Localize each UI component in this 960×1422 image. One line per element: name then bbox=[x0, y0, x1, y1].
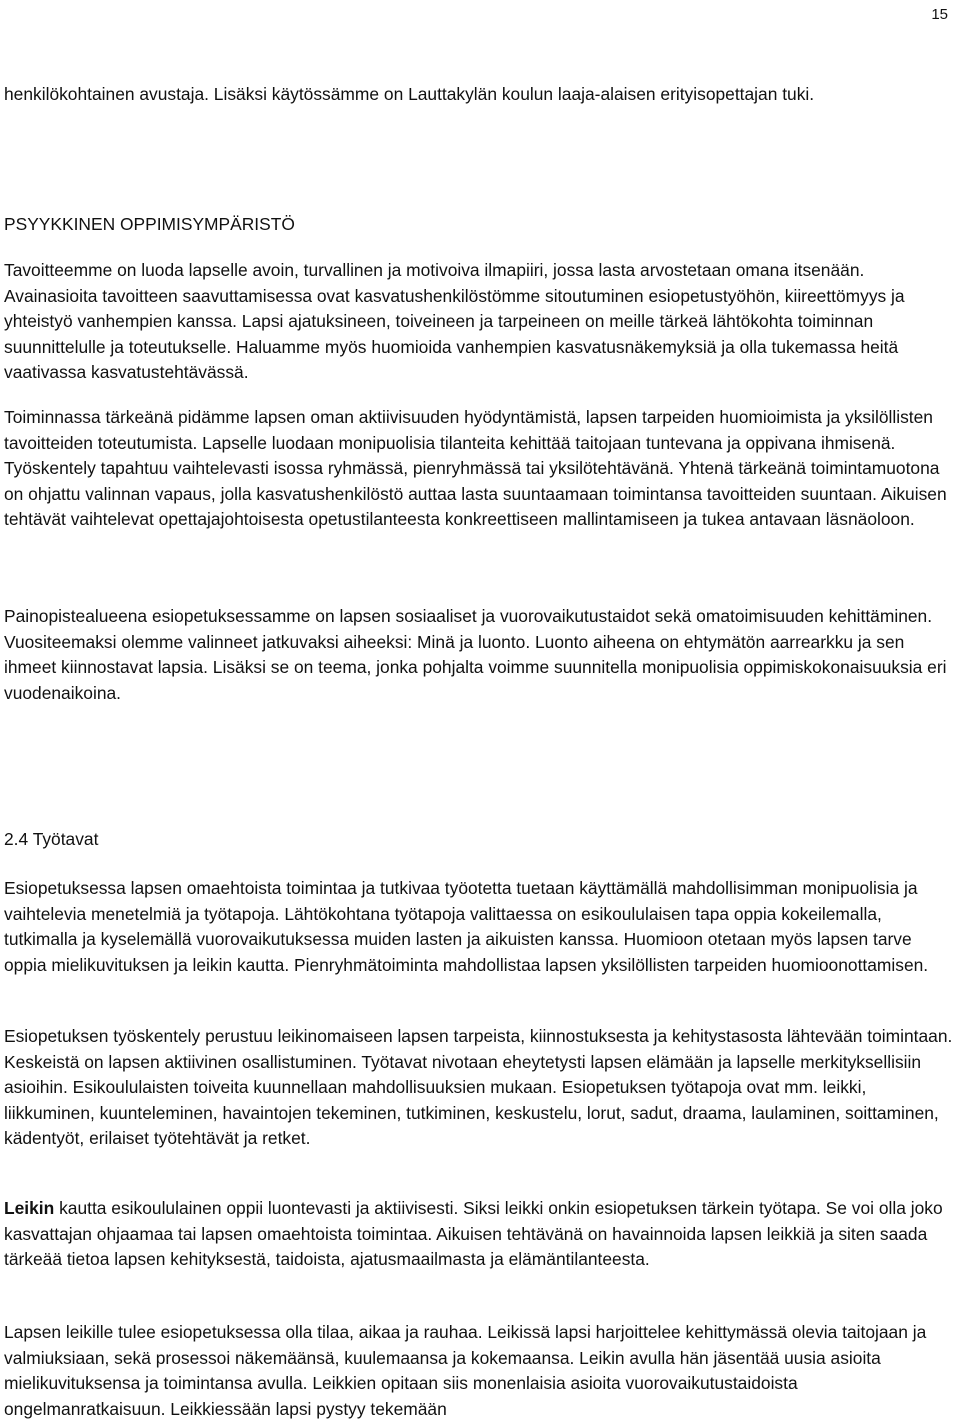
section-heading-tyotavat: 2.4 Työtavat bbox=[4, 829, 99, 849]
section-heading-psyykkinen: PSYYKKINEN OPPIMISYMPÄRISTÖ bbox=[4, 214, 295, 234]
leikin-bold-term: Leikin bbox=[4, 1198, 55, 1218]
paragraph-psyykkinen-3: Painopistealueena esiopetuksessamme on lapsen sosiaaliset ja vuorovaikutustaidot sekä omatoimisuuden kehittäminen. Vuositeemaksi olemme valinneet jatkuvaksi aiheeksi: Minä ja luonto. Luonto aiheena on ehtymätön aarrearkku ja sen ihmeet kiinnostavat lapsia. Lisäksi se on teema, jonka pohjalta voimme suunnitella monipuolisia oppimiskokonaisuuksia eri vuodenaikoina. bbox=[4, 606, 947, 703]
paragraph-psyykkinen-1: Tavoitteemme on luoda lapselle avoin, turvallinen ja motivoiva ilmapiiri, jossa lasta arvostetaan omana itsenään. Avainasioita tavoitteen saavuttamisessa ovat kasvatushenkilöstömme sitoutuminen esiopetustyöhön, kiireettömyys ja yhteistyö vanhempien kanssa. Lapsi ajatuksineen, toiveineen ja tarpeineen on meille tärkeä lähtökohta toiminnan suunnittelulle ja toteutukselle. Haluamme myös huomioida vanhempien kasvatusnäkemyksiä ja olla tukemassa heitä vaativassa kasvatustehtävässä. bbox=[4, 260, 905, 383]
paragraph-psyykkinen-2: Toiminnassa tärkeänä pidämme lapsen oman aktiivisuuden hyödyntämistä, lapsen tarpeiden huomioimista ja yksilöllisten tavoitteiden toteutumista. Lapselle luodaan monipuolisia tilanteita kehittää taitojaan tuntevana ja oppivana ihmisenä. Työskentely tapahtuu vaihtelevasti isossa ryhmässä, pienryhmässä tai yksilötehtävänä. Yhtenä tärkeänä toimintamuotona on ohjattu valinnan vapaus, jolla kasvatushenkilöstö auttaa lasta suuntaamaan toimintansa tavoitteiden suuntaan. Aikuisen tehtävät vaihtelevat opettajajohtoisesta opetustilanteesta konkreettiseen mallintamiseen ja tukea antavaan läsnäoloon. bbox=[4, 407, 947, 530]
paragraph-tyotavat-1: Esiopetuksessa lapsen omaehtoista toimintaa ja tutkivaa työotetta tuetaan käyttämällä mahdollisimman monipuolisia ja vaihtelevia menetelmiä ja työtapoja. Lähtökohtana työtapoja valittaessa on esikoululaisen tapa oppia kokeilemalla, tutkimalla ja kyselemällä vuorovaikutuksessa muiden lasten ja aikuisten kanssa. Huomioon otetaan myös lapsen tarve oppia mielikuvituksen ja leikin kautta. Pienryhmätoiminta mahdollistaa lapsen yksilöllisten tarpeiden huomioonottamisen. bbox=[4, 878, 929, 975]
paragraph-tyotavat-3-text: kautta esikoululainen oppii luontevasti ja aktiivisesti. Siksi leikki onkin esiopetuksen tärkein työtapa. Se voi olla joko kasvattajan ohjaamaa tai lapsen omaehtoista toimintaa. Aikuisen tehtävänä on havainnoida lapsen leikkiä ja siten saada tärkeää tietoa lapsen kehityksestä, taidoista, ajatusmaailmasta ja elämäntilanteesta. bbox=[4, 1198, 943, 1270]
paragraph-tyotavat-4: Lapsen leikille tulee esiopetuksessa olla tilaa, aikaa ja rauhaa. Leikissä lapsi harjoittelee kehittymässä olevia taitojaan ja valmiuksiaan, sekä prosessoi näkemäänsä, kuulemaansa ja kokemaansa. Leikin avulla hän jäsentää uusia asioita mielikuvituksensa ja toimintansa avulla. Leikkien opitaan siis monenlaisia asioita vuorovaikutustaidoista ongelmanratkaisuun. Leikkiessään lapsi pystyy tekemään bbox=[4, 1322, 927, 1419]
paragraph-tyotavat-2: Esiopetuksen työskentely perustuu leikinomaiseen lapsen tarpeista, kiinnostuksesta ja kehitystasosta lähtevään toimintaan. Keskeistä on lapsen aktiivinen osallistuminen. Työtavat nivotaan eheytetysti lapsen elämään ja lapselle merkityksellisiin asioihin. Esikoululaisten toiveita kuunnellaan mahdollisuuksien mukaan. Esiopetuksen työtapoja ovat mm. leikki, liikkuminen, kuunteleminen, havaintojen tekeminen, tutkiminen, keskustelu, lorut, sadut, draama, laulaminen, soittaminen, kädentyöt, erilaiset työtehtävät ja retket. bbox=[4, 1026, 953, 1149]
page-number: 15 bbox=[931, 6, 948, 23]
intro-paragraph: henkilökohtainen avustaja. Lisäksi käytössämme on Lauttakylän koulun laaja-alaisen erityisopettajan tuki. bbox=[4, 84, 815, 104]
paragraph-tyotavat-3 bbox=[4, 1196, 954, 1273]
